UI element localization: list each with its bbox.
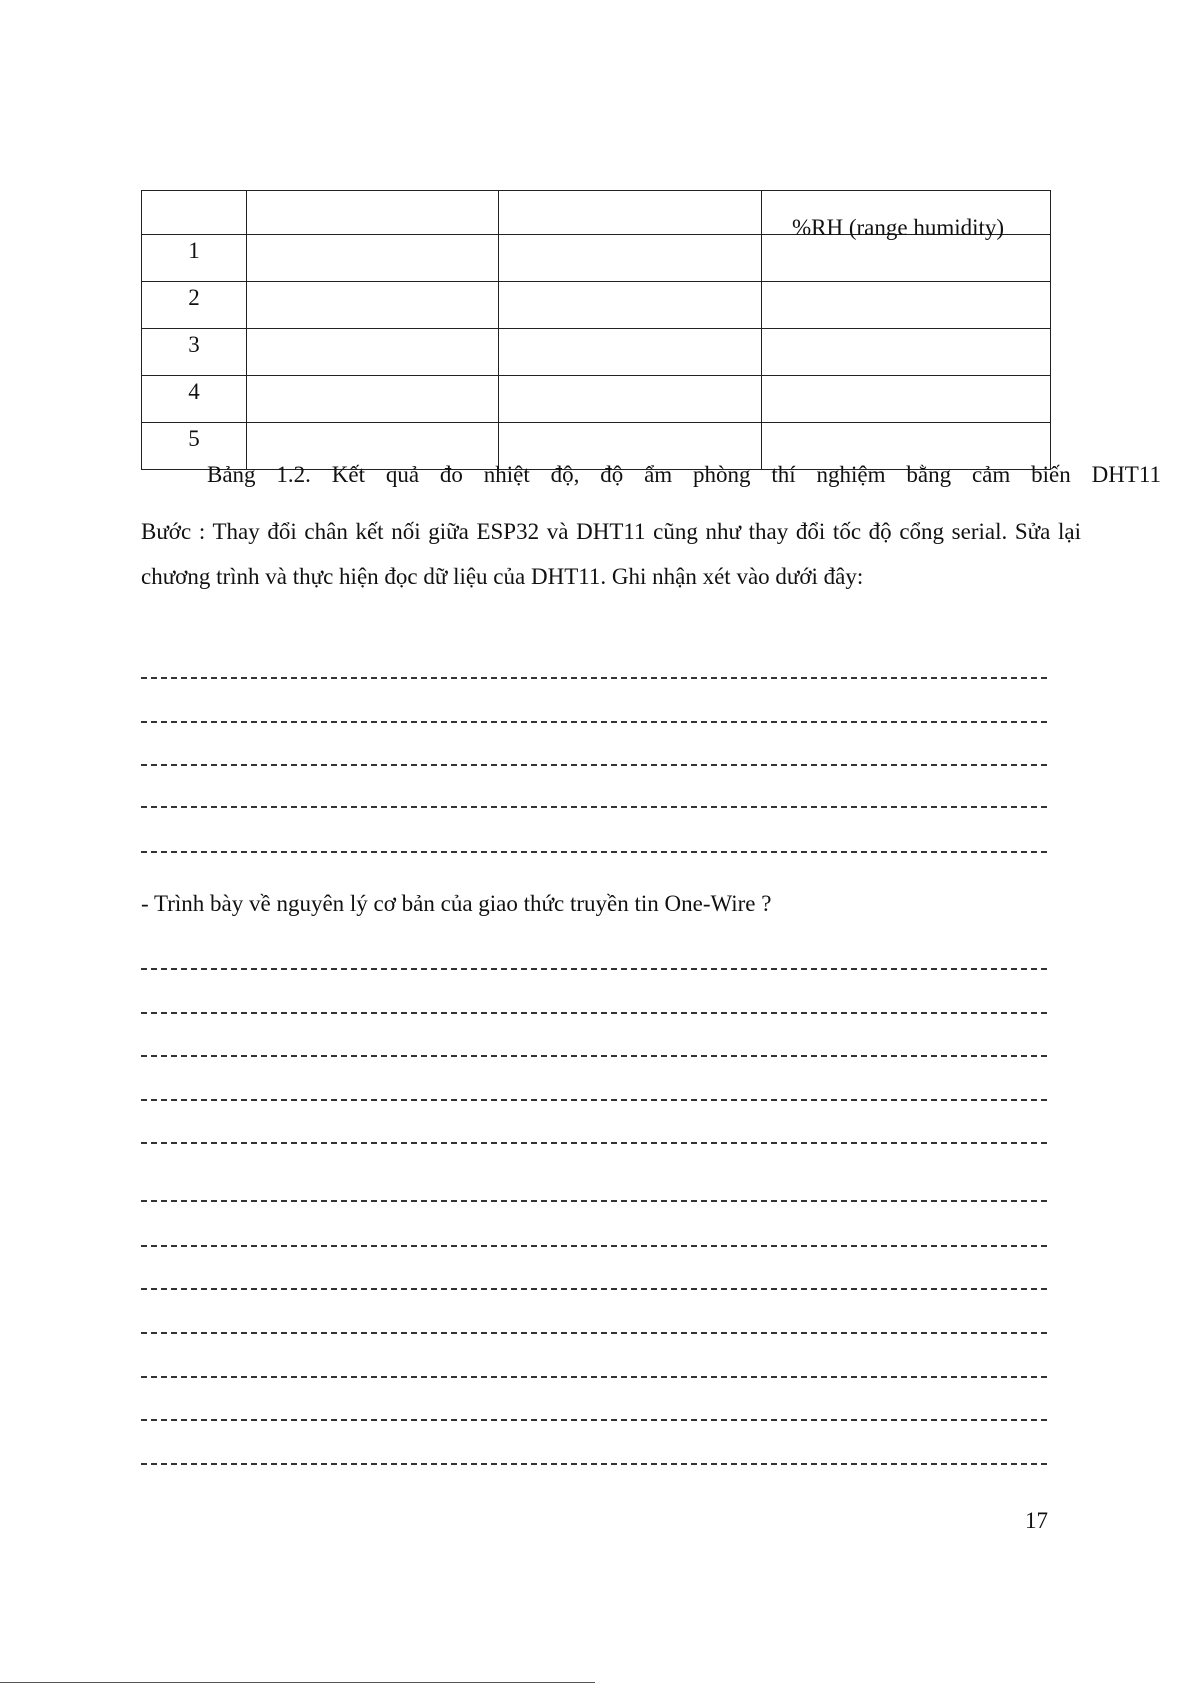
table-cell (247, 235, 499, 282)
table-cell (247, 376, 499, 423)
results-table (141, 190, 1051, 470)
answer-line (141, 764, 1047, 766)
answer-line (141, 1463, 1047, 1465)
instruction-paragraph: Bước : Thay đổi chân kết nối giữa ESP32 và DHT11 cũng như thay đổi tốc độ cổng serial. Sửa lại chương trình và thực hiện đọc dữ liệu của DHT11. Ghi nhận xét vào dưới đây: (141, 519, 1081, 589)
answer-line (141, 1419, 1047, 1421)
table-cell (499, 282, 762, 329)
table-cell (142, 191, 247, 235)
row-index: 5 (142, 423, 247, 470)
table-cell (762, 376, 1051, 423)
answer-line (141, 1012, 1047, 1014)
answer-line (141, 721, 1047, 723)
table-cell (762, 282, 1051, 329)
answer-line (141, 1055, 1047, 1057)
row-index: 3 (142, 329, 247, 376)
table-row (142, 235, 1051, 282)
table-cell (499, 235, 762, 282)
row-index: 4 (142, 376, 247, 423)
row-index: 1 (142, 235, 247, 282)
table-caption: Bảng 1.2. Kết quả đo nhiệt độ, độ ẩm phòng thí nghiệm bằng cảm biến DHT11 (207, 462, 1161, 487)
table-cell (247, 191, 499, 235)
answer-line (141, 1142, 1047, 1144)
table-cell (247, 329, 499, 376)
answer-line (141, 1200, 1047, 1202)
table-cell (499, 376, 762, 423)
table-header-row (142, 191, 1051, 235)
table-cell (499, 191, 762, 235)
table-cell (499, 329, 762, 376)
answer-line (141, 1288, 1047, 1290)
table-cell (247, 282, 499, 329)
answer-line (141, 1376, 1047, 1378)
answer-line (141, 968, 1047, 970)
answer-line (141, 1245, 1047, 1247)
page-number: 17 (1025, 1508, 1048, 1533)
question-text: - Trình bày về nguyên lý cơ bản của giao thức truyền tin One-Wire ? (141, 891, 772, 916)
rh-header-label: %RH (range humidity) (792, 215, 1005, 240)
footer-rule (0, 1682, 595, 1683)
table-cell (762, 235, 1051, 282)
table-cell (762, 329, 1051, 376)
table-row (142, 376, 1051, 423)
table-row (142, 329, 1051, 376)
answer-line (141, 806, 1047, 808)
answer-line (141, 1099, 1047, 1101)
table-row (142, 282, 1051, 329)
answer-line (141, 851, 1047, 853)
table-cell-rh (762, 191, 1051, 240)
row-index: 2 (142, 282, 247, 329)
answer-line (141, 1332, 1047, 1334)
answer-line (141, 677, 1047, 679)
